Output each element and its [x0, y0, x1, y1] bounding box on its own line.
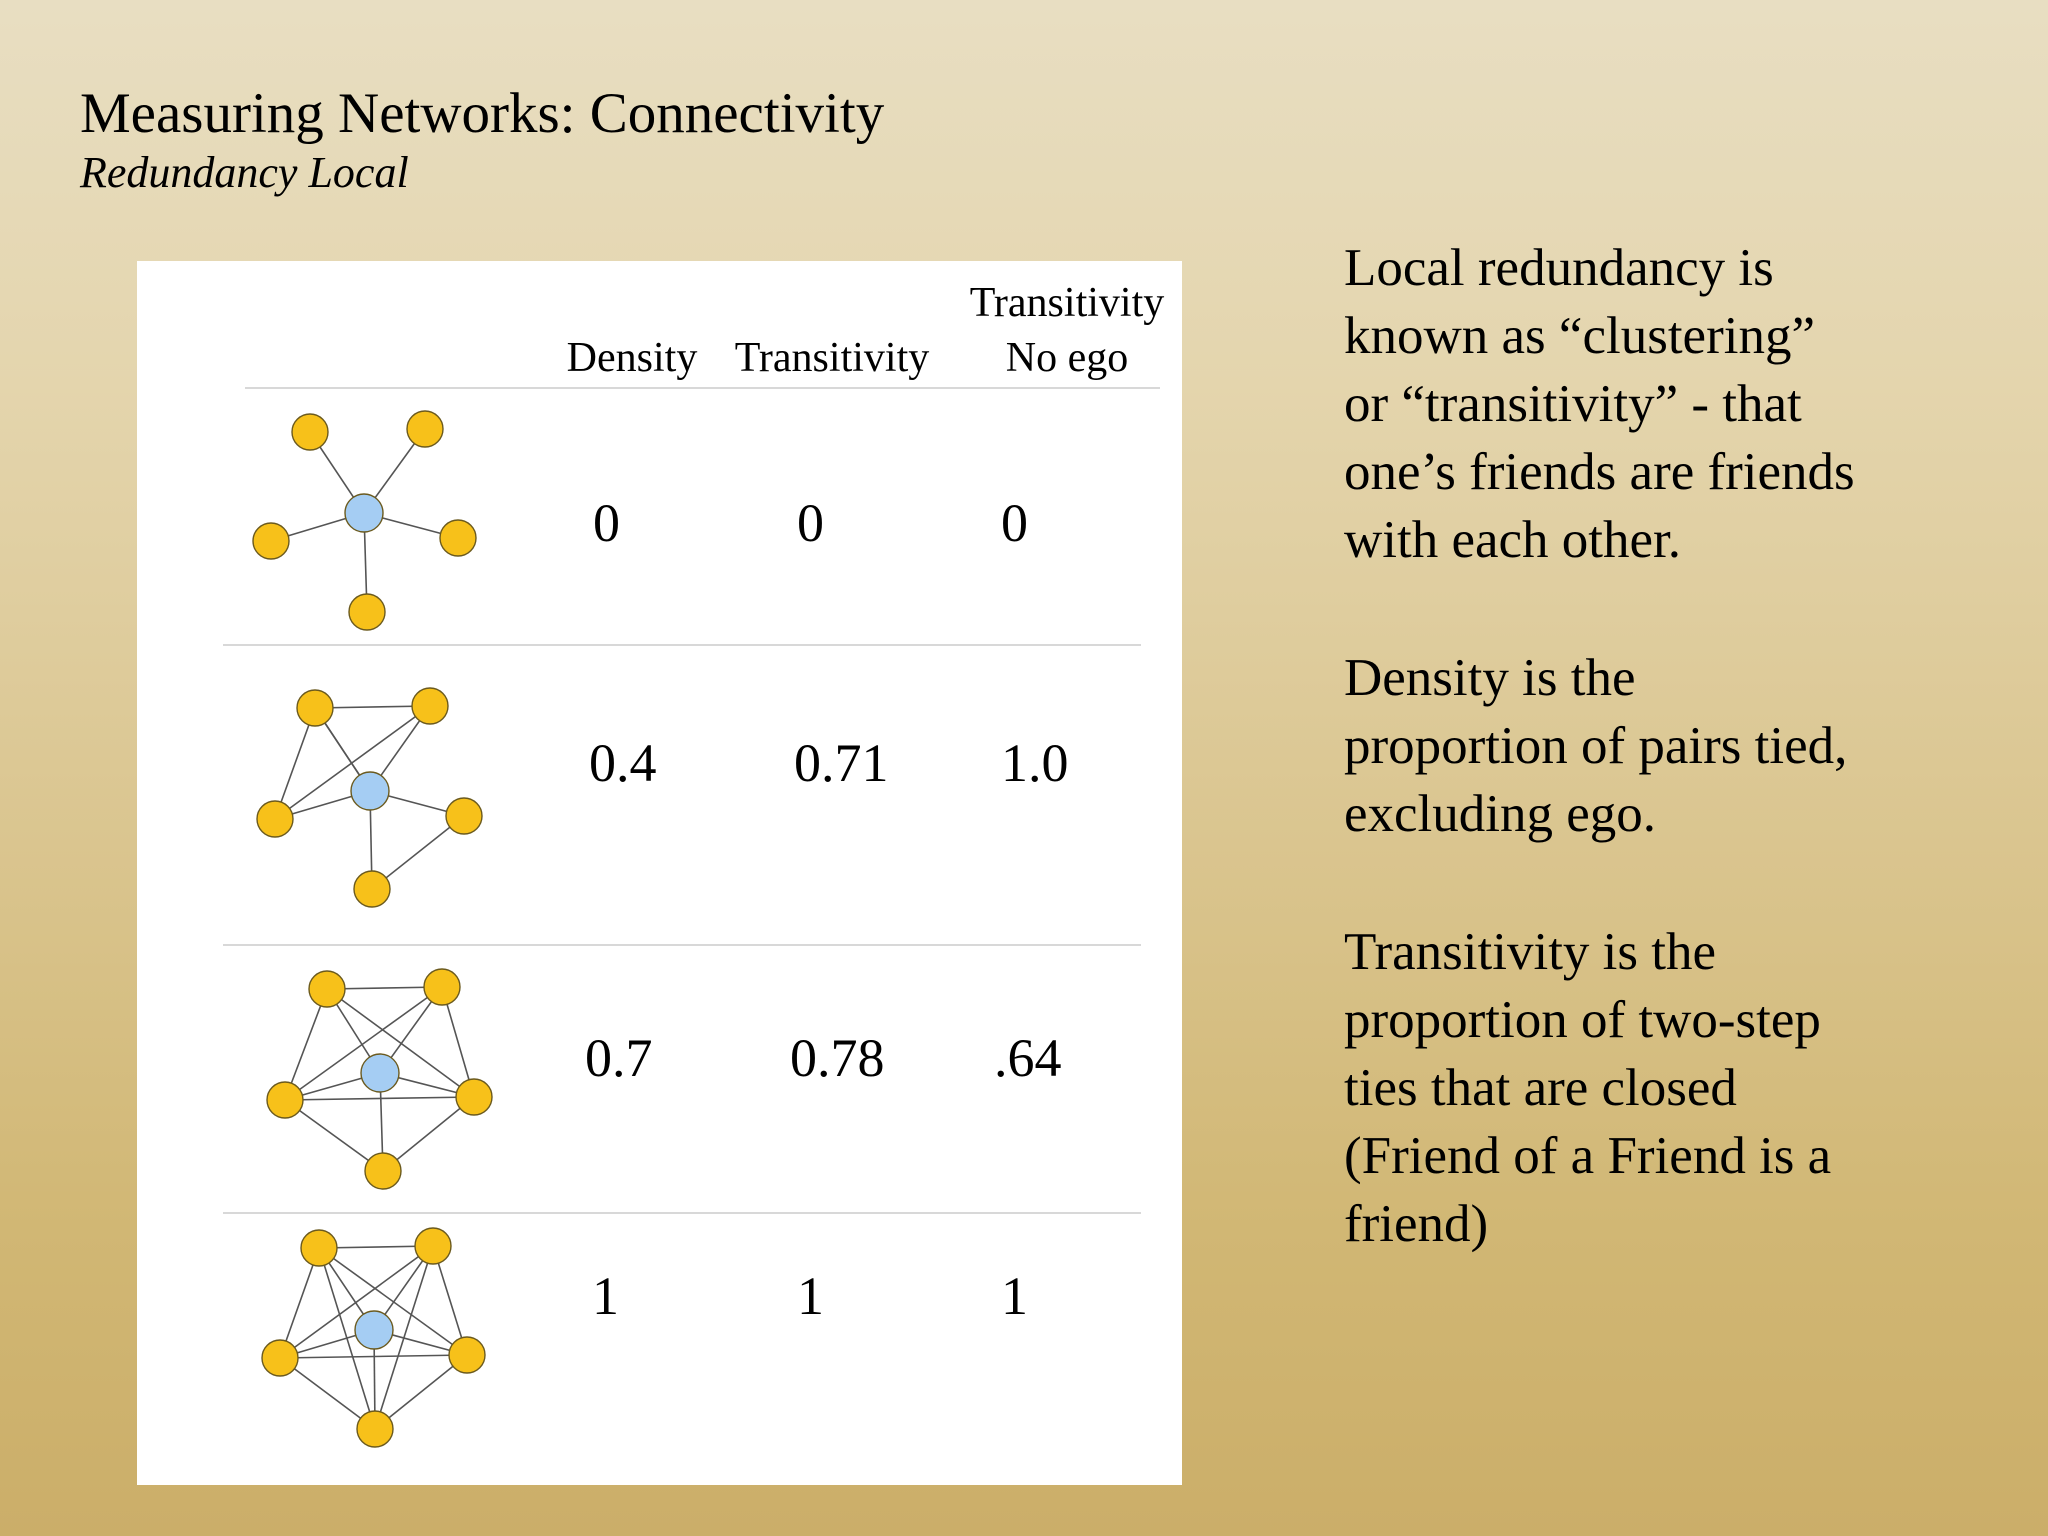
row4-density: 1 — [592, 1266, 619, 1326]
alter-node — [415, 1228, 451, 1264]
alter-node — [292, 414, 328, 450]
alter-node — [257, 801, 293, 837]
alter-node — [301, 1230, 337, 1266]
ego-network-1 — [253, 411, 476, 630]
row4-no-ego: 1 — [1001, 1266, 1028, 1326]
header-transitivity-no-ego-line2: No ego — [1005, 335, 1129, 381]
explanation-line: friend) — [1344, 1195, 1489, 1253]
ego-network-3 — [267, 969, 492, 1189]
alter-node — [354, 871, 390, 907]
alter-node — [456, 1079, 492, 1115]
row1-no-ego: 0 — [1001, 493, 1028, 553]
header-transitivity: Transitivity — [734, 335, 930, 381]
alter-node — [407, 411, 443, 447]
header-transitivity-no-ego-line1: Transitivity — [969, 280, 1165, 326]
alter-node — [349, 594, 385, 630]
explanation-para1 — [1344, 234, 1855, 574]
alter-node — [449, 1337, 485, 1373]
ego-network-2 — [257, 688, 482, 907]
alter-node — [357, 1411, 393, 1447]
network-tie — [327, 989, 474, 1097]
explanation-line: one’s friends are friends — [1344, 443, 1855, 501]
alter-node — [262, 1340, 298, 1376]
alter-node — [412, 688, 448, 724]
slide-subtitle: Redundancy Local — [80, 148, 409, 197]
alter-node — [440, 520, 476, 556]
row-divider — [223, 944, 1141, 946]
ego-network-4 — [262, 1228, 485, 1447]
alter-node — [424, 969, 460, 1005]
network-tie — [285, 1097, 474, 1100]
row4-transitivity: 1 — [797, 1266, 824, 1326]
header-density: Density — [566, 335, 698, 381]
ego-node — [345, 494, 383, 532]
alter-node — [446, 798, 482, 834]
alter-node — [309, 971, 345, 1007]
explanation-line: Local redundancy is — [1344, 239, 1774, 297]
explanation-line: (Friend of a Friend is a — [1344, 1127, 1832, 1185]
alter-node — [297, 690, 333, 726]
network-tie — [275, 706, 430, 819]
ego-node — [355, 1311, 393, 1349]
network-tie — [280, 1246, 433, 1358]
row1-transitivity: 0 — [797, 493, 824, 553]
explanation-line: with each other. — [1344, 511, 1682, 569]
header-rule — [245, 387, 1160, 389]
slide-title: Measuring Networks: Connectivity — [80, 82, 885, 145]
explanation-line: known as “clustering” — [1344, 307, 1815, 365]
explanation-line: Density is the — [1344, 649, 1636, 707]
row2-density: 0.4 — [589, 733, 657, 793]
explanation-para3 — [1344, 918, 1831, 1258]
explanation-line: ties that are closed — [1344, 1059, 1737, 1117]
row-divider — [223, 644, 1141, 646]
explanation-line: proportion of two-step — [1344, 991, 1821, 1049]
alter-node — [267, 1082, 303, 1118]
alter-node — [253, 523, 289, 559]
row3-no-ego: .64 — [994, 1028, 1062, 1088]
network-table-panel — [137, 261, 1182, 1485]
row-divider — [223, 1212, 1141, 1214]
row3-density: 0.7 — [585, 1028, 653, 1088]
explanation-line: Transitivity is the — [1344, 923, 1717, 981]
explanation-line: or “transitivity” - that — [1344, 375, 1802, 433]
row3-transitivity: 0.78 — [790, 1028, 885, 1088]
explanation-line: excluding ego. — [1344, 785, 1657, 843]
ego-node — [361, 1054, 399, 1092]
row2-no-ego: 1.0 — [1001, 733, 1069, 793]
row2-transitivity: 0.71 — [794, 733, 889, 793]
explanation-para2 — [1344, 644, 1847, 848]
alter-node — [365, 1153, 401, 1189]
explanation-line: proportion of pairs tied, — [1344, 717, 1848, 775]
ego-node — [351, 772, 389, 810]
row1-density: 0 — [593, 493, 620, 553]
